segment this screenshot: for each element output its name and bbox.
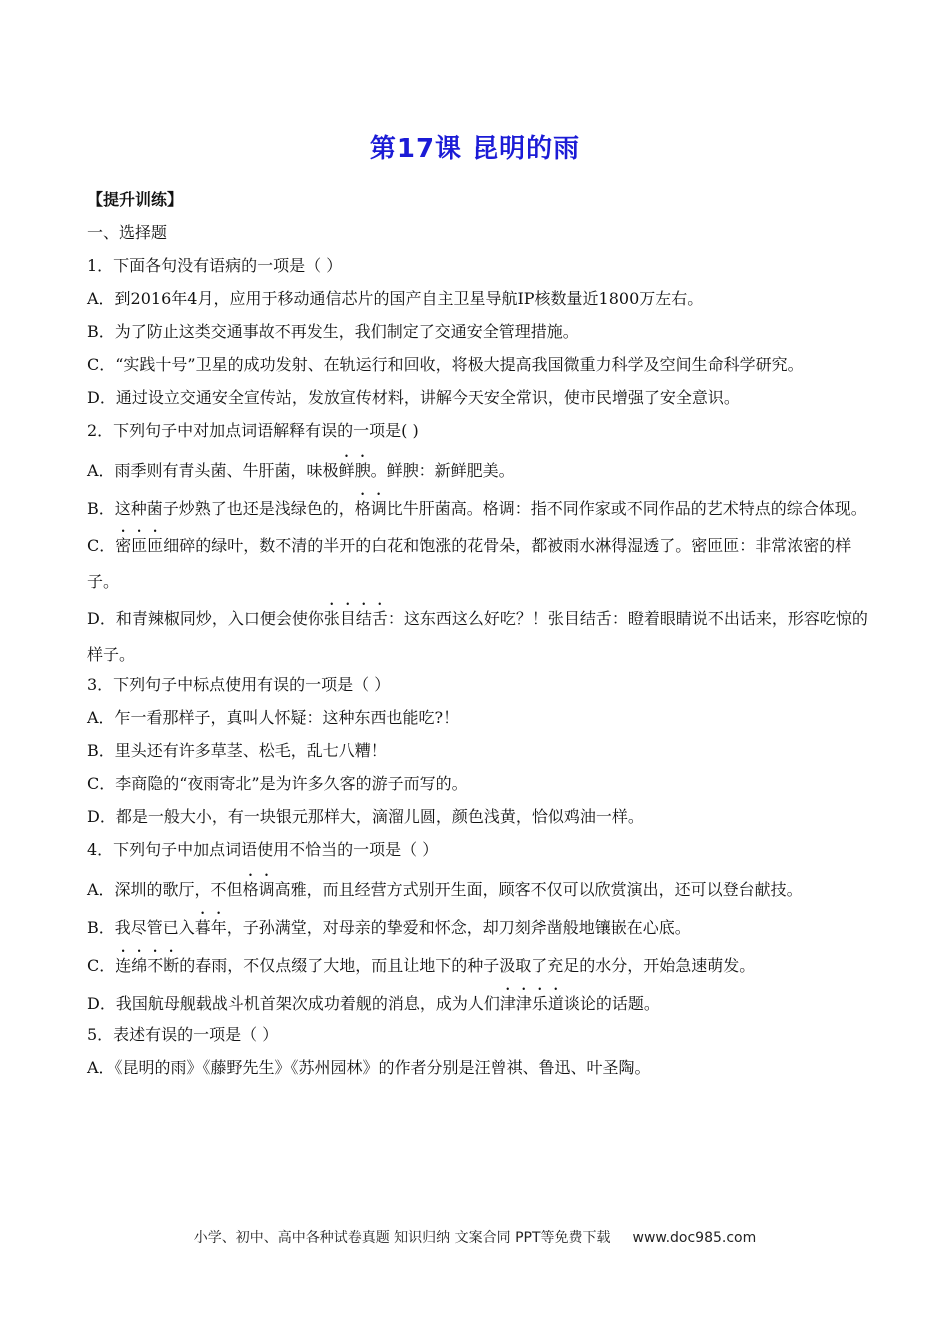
q4-b-post: ，子孙满堂，对母亲的挚爱和怀念，却刀刻斧凿般地镶嵌在心底。 (226, 918, 691, 937)
page-footer (0, 1227, 950, 1247)
q4-a-dotted-word: 格调 (242, 880, 275, 899)
q2-c-dotted-word: 密匝匝 (115, 536, 164, 555)
document-body (87, 188, 877, 1089)
q1-option-a: A．到2016年4月，应用于移动通信芯片的国产自主卫星导航IP核数量近1800万左右。 (87, 289, 704, 308)
q4-d-post: 谈论的话题。 (563, 994, 660, 1013)
q2-c-pre: C． (87, 536, 116, 555)
q4-stem: 4．下列句子中加点词语使用不恰当的一项是（ ） (87, 840, 439, 859)
q4-d-dotted-word: 津津乐道 (499, 994, 564, 1013)
q4-d-pre: D．我国航母舰载战斗机首架次成功着舰的消息，成为人们 (87, 994, 500, 1013)
q4-b-pre: B．我尽管已入 (87, 918, 195, 937)
q2-option-a (87, 452, 877, 490)
q2-c-post: 细碎的绿叶，数不清的半开的白花和饱涨的花骨朵，都被雨水淋得湿透了。密匝匝：非常浓密的样子。 (87, 536, 852, 591)
q1-option-d: D．通过设立交通安全宣传站，发放宣传材料，讲解今天安全常识，使市民增强了安全意识。 (87, 388, 740, 407)
q4-a-post: 高雅，而且经营方式别开生面，顾客不仅可以欣赏演出，还可以登台献技。 (274, 880, 803, 899)
q5-stem: 5．表述有误的一项是（ ） (87, 1025, 279, 1044)
q4-a-pre: A．深圳的歌厅，不但 (87, 880, 243, 899)
q5-option-a: A．《昆明的雨》《藤野先生》《苏州园林》的作者分别是汪曾祺、鲁迅、叶圣陶。 (87, 1058, 651, 1077)
q2-option-b (87, 490, 877, 527)
q4-option-b (87, 909, 877, 947)
q2-b-dotted-word: 格调 (354, 499, 387, 518)
q2-a-post: 。鲜腴：新鲜肥美。 (370, 461, 515, 480)
q2-b-pre: B．这种菌子炒熟了也还是浅绿色的， (87, 499, 355, 518)
q2-b-post: 比牛肝菌高。格调：指不同作家或不同作品的艺术特点的综合体现。 (386, 499, 867, 518)
q2-stem: 2．下列句子中对加点词语解释有误的一项是( ) (87, 421, 419, 440)
q1-option-b: B．为了防止这类交通事故不再发生，我们制定了交通安全管理措施。 (87, 322, 579, 341)
page-title: 第17课 昆明的雨 (369, 134, 581, 164)
q3-option-a: A．乍一看那样子，真叫人怀疑：这种东西也能吃?！ (87, 708, 460, 727)
q4-option-d (87, 985, 877, 1023)
q4-option-c (87, 947, 877, 985)
part-heading: 一、选择题 (87, 223, 168, 242)
q3-option-b: B．里头还有许多草茎、松毛，乱七八糟！ (87, 741, 387, 760)
q4-c-post: 的春雨，不仅点缀了大地，而且让地下的种子汲取了充足的水分，开始急速萌发。 (179, 956, 756, 975)
q2-d-post: ：这东西这么好吃？！张目结舌：瞪着眼睛说不出话来，形容吃惊的样子。 (87, 609, 868, 664)
q2-a-dotted-word: 鲜腴 (338, 461, 371, 480)
section-heading: 【提升训练】 (87, 190, 184, 209)
q3-option-c: C．李商隐的“夜雨寄北”是为许多久客的游子而写的。 (87, 774, 468, 793)
q2-d-dotted-word: 张目结舌 (323, 609, 388, 628)
q2-option-d (87, 600, 877, 673)
footer-url[interactable]: www.doc985.com (632, 1230, 757, 1246)
q4-option-a (87, 871, 877, 909)
q1-stem: 1．下面各句没有语病的一项是（ ） (87, 256, 343, 275)
q1-option-c: C．“实践十号”卫星的成功发射、在轨运行和回收，将极大提高我国微重力科学及空间生命科学研究。 (87, 355, 804, 374)
q3-stem: 3．下列句子中标点使用有误的一项是（ ） (87, 675, 391, 694)
q2-a-pre: A．雨季则有青头菌、牛肝菌，味极 (87, 461, 339, 480)
q4-c-dotted-word: 连绵不断 (115, 956, 180, 975)
q2-option-c (87, 527, 877, 600)
q3-option-d: D．都是一般大小，有一块银元那样大，滴溜儿圆，颜色浅黄，恰似鸡油一样。 (87, 807, 644, 826)
q4-c-pre: C． (87, 956, 116, 975)
footer-text: 小学、初中、高中各种试卷真题 知识归纳 文案合同 PPT等免费下载 (193, 1230, 611, 1246)
q4-b-dotted-word: 暮年 (194, 918, 227, 937)
q2-d-pre: D．和青辣椒同炒，入口便会使你 (87, 609, 324, 628)
